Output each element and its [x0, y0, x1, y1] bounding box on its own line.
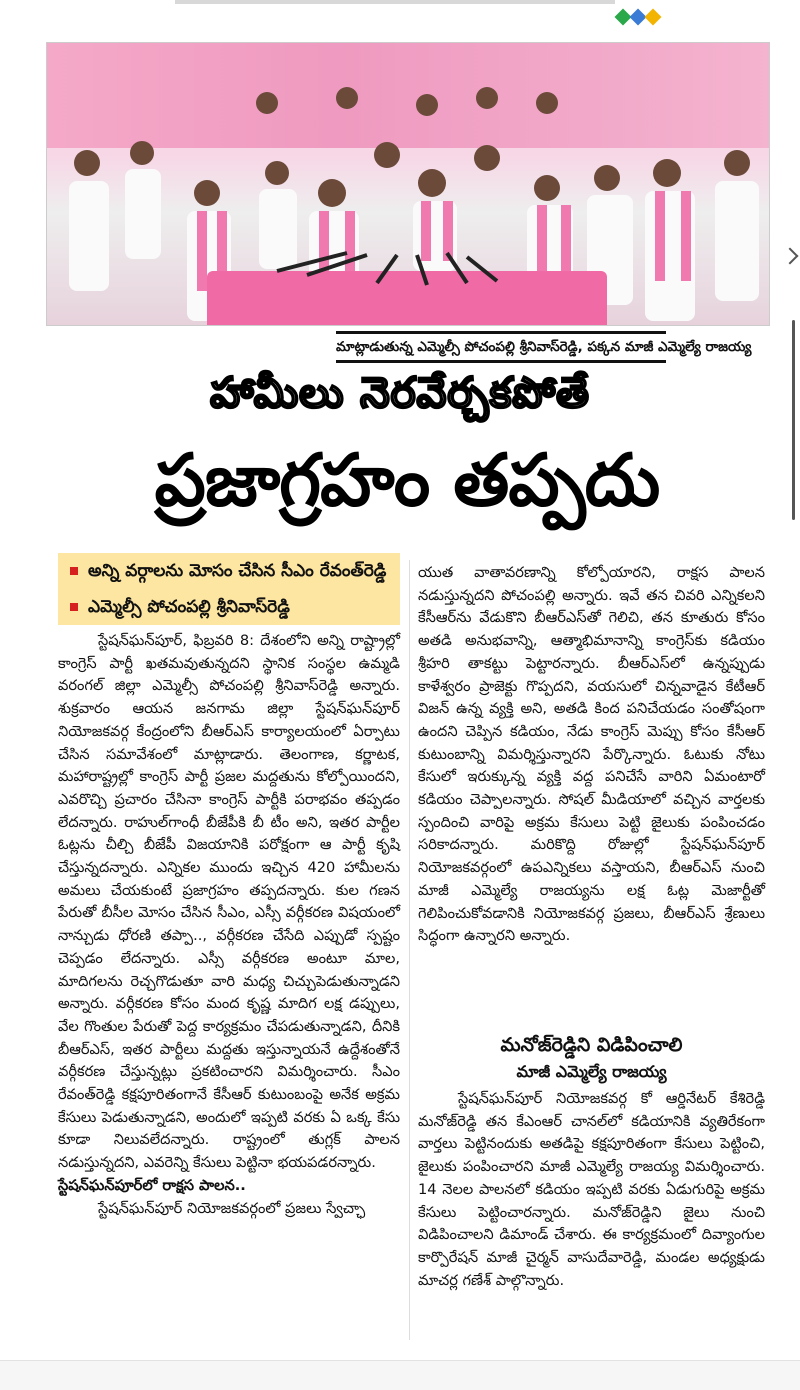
scroll-indicator[interactable] [784, 250, 796, 520]
chevron-right-icon[interactable] [782, 248, 799, 265]
subheading: స్టేషన్‌ఘన్‌పూర్‌లో రాక్షస పాలన.. [58, 1176, 246, 1194]
article-paragraph: స్టేషన్‌ఘన్‌పూర్ నియోజకవర్గ కో ఆర్డినేటర్ కేశిరెడ్డి మనోజ్‌రెడ్డి తన కేఎంఆర్ చానల్‌లో కడియానికి వ్యతిరేకంగా వార్తలు పెట్టినందుకు అతడిపై కక్షపూరితంగా కేసులు పెట్టించి, జైలుకు పంపించారని మాజీ ఎమ్మెల్యే రాజయ్య విమర్శించారు. 14 నెలల పాలనలో కడియం ఇప్పటి వరకు ఏడుగురిపై అక్రమ కేసులు పెట్టించారన్నారు. మనోజ్‌రెడ్డిని జైలు నుంచి విడిపించాలని డిమాండ్ చేశారు. ఈ కార్యక్రమంలో దివ్యాంగుల కార్పొరేషన్ మాజీ చైర్మన్ వాసుదేవారెడ్డి, మండల అధ్యక్షుడు మాచర్ల గణేశ్ పాల్గొన్నారు. [418, 1090, 765, 1289]
headline-line-1: హామీలు నెరవేర్చకపోతే [210, 368, 590, 417]
highlight-box [58, 553, 400, 625]
scrollbar-thumb[interactable] [792, 320, 795, 520]
section-subtitle: మాజీ ఎమ్మెల్యే రాజయ్య [516, 1062, 667, 1081]
photo-people-illustration [47, 43, 769, 325]
photo-caption: మాట్లాడుతున్న ఎమ్మెల్సీ పోచంపల్లి శ్రీనివాస్‌రెడ్డి, పక్కన మాజీ ఎమ్మెల్యే రాజయ్య [336, 331, 666, 363]
section-heading [418, 1030, 765, 1084]
article-column-3 [418, 1088, 765, 1292]
top-strip [0, 0, 800, 38]
article-paragraph: స్టేషన్‌ఘన్‌పూర్, ఫిబ్రవరి 8: దేశంలోని అన్ని రాష్ట్రాల్లో కాంగ్రెస్ పార్టీ ఖతమవుతున్నదని స్థానిక సంస్థల ఉమ్మడి వరంగల్ జిల్లా ఎమ్మెల్సీ పోచంపల్లి శ్రీనివాస్‌రెడ్డి అన్నారు. శుక్రవారం ఆయన జనగామ జిల్లా స్టేషన్‌ఘన్‌పూర్ నియోజకవర్గ కేంద్రంలోని బీఆర్ఎస్ కార్యాలయంలో ఏర్పాటు చేసిన సమావేశంలో మాట్లాడారు. తెలంగాణ, కర్ణాటక, మహారాష్ట్రల్లో కాంగ్రెస్ పార్టీ ప్రజల మద్దతును కోల్పోయిందని, ఎవరొచ్చి ప్రచారం చేసినా కాంగ్రెస్ పార్టీకి పరాభవం తప్పడం లేదన్నారు. రాహుల్‌గాంధీ బీజేపీకి బీ టీం అని, ఇతర పార్టీల ఓట్లను చీల్చి బీజేపీ విజయానికి పరోక్షంగా ఆ పార్టీ కృషి చేస్తున్నదన్నారు. ఎన్నికల ముందు ఇచ్చిన 420 హామీలను అమలు చేయకుంటే ప్రజాగ్రహం తప్పదన్నారు. కుల గణన పేరుతో బీసీల మోసం చేసిన సీఎం, ఎస్సీ వర్గీకరణ విషయంలో నాన్చుడు ధోరణి తప్పా.., వర్గీకరణ చేసేది ఎప్పుడో స్పష్టం చెప్పడం లేదన్నారు. ఎస్సీ వర్గీకరణ అంటూ మాల, మాదిగలను రెచ్చగొడుతూ వారి మధ్య చిచ్చుపెడుతున్నాడని అన్నారు. వర్గీకరణ కోసం మంద కృష్ణ మాదిగ లక్ష డప్పులు, వేల గొంతుల పేరుతో పెద్ద కార్యక్రమం చేపడుతున్నాడని, దీనికి బీఆర్ఎస్, ఇతర పార్టీలు మద్దతు ఇస్తున్నాయనే ఉద్దేశంతోనే వర్గీకరణ చేస్తున్నట్లు ప్రకటించారని విమర్శించారు. సీఎం రేవంత్‌రెడ్డి కక్షపూరితంగానే కేసీఆర్ కుటుంబంపై అనేక అక్రమ కేసులు పెడుతున్నాడని, అందులో ఇప్పటి వరకు ఏ ఒక్క కేసు కూడా నిలువలేదన్నారు. రాష్ట్రంలో తుగ్లక్ పాలన నడుస్తున్నదని, ఎవరెన్ని కేసులు పెట్టినా భయపడరన్నారు. [58, 632, 400, 1172]
highlight-item: అన్ని వర్గాలను మోసం చేసిన సీఎం రేవంత్‌రెడ్డి [58, 553, 400, 589]
bottom-bar [0, 1360, 800, 1390]
article-paragraph: యుత వాతావరణాన్ని కోల్పోయారని, రాక్షస పాలన నడుస్తున్నదని పోచంపల్లి అన్నారు. ఇవే తన చివరి ఎన్నికలని కేసీఆర్‌ను వేడుకొని బీఆర్ఎస్‌తో గెలిచి, తన కూతురు కోసం అతడి అనుభవాన్ని, ఆత్మాభిమానాన్ని కాంగ్రెస్‌కు కడియం శ్రీహరి తాకట్టు పెట్టారన్నారు. బీఆర్ఎస్‌లో ఉన్నప్పుడు కాళేశ్వరం ప్రాజెక్టు గొప్పదని, వయసులో చిన్నవాడైన కేటీఆర్ విజన్ ఉన్న వ్యక్తి అని, అతడి కింద పనిచేయడం సంతోషంగా ఉందని చెప్పిన కడియం, నేడు కాంగ్రెస్ మెప్పు కోసం కేసీఆర్ కుటుంబాన్ని విమర్శిస్తున్నారని పేర్కొన్నారు. ఓటుకు నోటు కేసులో ఇరుక్కున్న వ్యక్తి వద్ద పనిచేసే వారిని ఏమంటారో కడియం చెప్పాలన్నారు. సోషల్ మీడియాలో వచ్చిన వార్తలకు స్పందించి వారిపై అక్రమ కేసులు పెట్టి జైలుకు పంపించడం సరికాదన్నారు. మరికొద్ది రోజుల్లో స్టేషన్‌ఘన్‌పూర్ నియోజకవర్గంలో ఉపఎన్నికలు వస్తాయని, బీఆర్ఎస్ నుంచి మాజీ ఎమ్మెల్యే రాజయ్యను లక్ష ఓట్ల మెజార్టీతో గెలిపించుకోవడానికి నియోజకవర్గ ప్రజలు, బీఆర్ఎస్ శ్రేణులు సిద్ధంగా ఉన్నారని అన్నారు. [418, 564, 765, 945]
article-column-1 [58, 630, 400, 1220]
article-column-2 [418, 562, 765, 948]
highlight-item: ఎమ్మెల్సీ పోచంపల్లి శ్రీనివాస్‌రెడ్డి [58, 589, 400, 625]
top-divider [175, 0, 615, 4]
brand-diamonds [617, 11, 659, 23]
column-divider [409, 560, 410, 1340]
section-title: మనోజ్‌రెడ్డిని విడిపించాలి [500, 1034, 683, 1056]
headline-line-2: ప్రజాగ్రహం తప్పదు [154, 438, 660, 522]
press-meet-photo [46, 42, 770, 326]
diamond-yellow-icon [645, 9, 662, 26]
article-paragraph: స్టేషన్‌ఘన్‌పూర్ నియోజకవర్గంలో ప్రజలు స్వేచ్ఛా [98, 1199, 366, 1217]
